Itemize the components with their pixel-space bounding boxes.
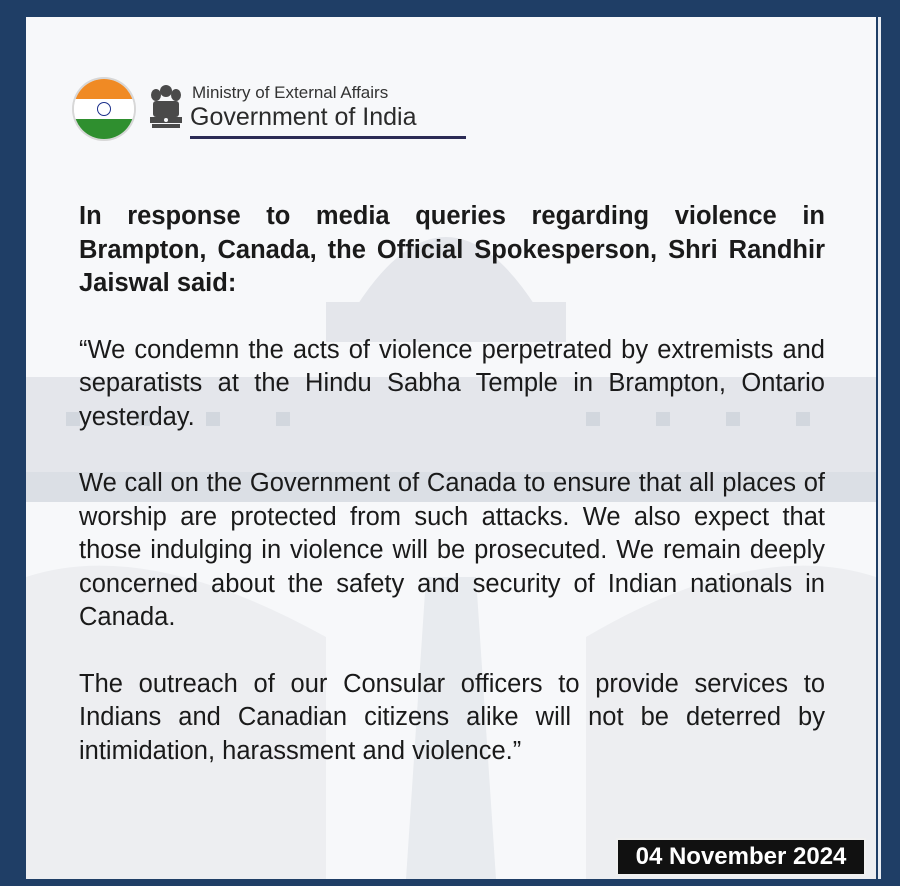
statement-lead: In response to media queries regarding violence in Brampton, Canada, the Official Spokesperson, Shri Randhir Jaiswal said: xyxy=(79,202,825,297)
statement-paragraph-2: We call on the Government of Canada to ensure that all places of worship are protected from such attacks. We also expect that those indulging in violence will be prosecuted. We remain deeply concerned about the safety and security of Indian nationals in Canada. xyxy=(79,469,825,631)
date-badge: 04 November 2024 xyxy=(616,838,866,876)
ministry-name: Ministry of External Affairs xyxy=(192,83,389,102)
statement-paragraph-1: “We condemn the acts of violence perpetrated by extremists and separatists at the Hindu Sabha Temple in Brampton, Ontario yesterday. xyxy=(79,335,825,431)
statement-card xyxy=(26,17,876,879)
ministry-header xyxy=(74,75,474,155)
statement-paragraph-3: The outreach of our Consular officers to provide services to Indians and Canadian citizens alike will not be deterred by intimidation, harassment and violence.” xyxy=(79,669,825,765)
card-edge xyxy=(878,17,881,879)
government-name: Government of India xyxy=(190,103,417,131)
statement-body xyxy=(79,200,825,768)
national-emblem-icon xyxy=(144,81,188,141)
header-rule xyxy=(190,136,466,139)
indian-flag-icon xyxy=(74,79,134,139)
